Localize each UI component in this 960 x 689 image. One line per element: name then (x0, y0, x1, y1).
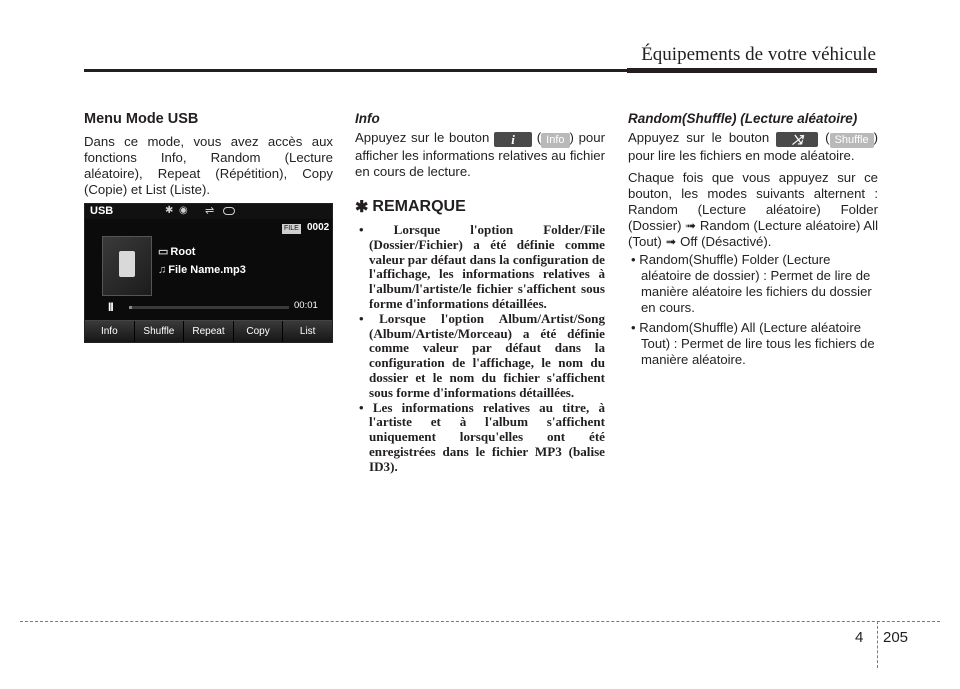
progress-fill (129, 306, 132, 309)
section-number: 4 (855, 629, 864, 646)
remarque-star-icon: ✱ (355, 199, 369, 216)
copy-button[interactable]: Copy (234, 321, 284, 342)
file-row (158, 264, 246, 276)
shuffle-button[interactable]: Shuffle (135, 321, 185, 342)
play-time: 00:01 (294, 300, 318, 311)
usb-menu-paragraph: Dans ce mode, vous avez accès aux fonctions Info, Random (Lecture aléatoire), Repeat (Répétition), Copy (Copie) et List (Liste). (84, 134, 333, 197)
album-art-usb-icon (102, 236, 152, 296)
remarque-title-text: REMARQUE (372, 198, 466, 215)
column-2 (355, 111, 605, 475)
disc-icon: ◉ (179, 205, 188, 216)
shuffle-bullet-item: • Random(Shuffle) All (Lecture aléatoire Tout) : Permet de lire tous les fichiers de manière aléatoire. (628, 320, 878, 368)
remarque-heading (355, 197, 605, 217)
section-heading-usb-menu: Menu Mode USB (84, 111, 199, 127)
info-para-post: pour afficher les informations relatives au fichier en cours de lecture. (355, 130, 605, 179)
section-heading-random: Random(Shuffle) (Lecture aléatoire) (628, 111, 858, 126)
header-rule (84, 69, 877, 72)
file-count: 0002 (307, 222, 330, 233)
info-i-icon: i (494, 132, 532, 147)
info-button[interactable]: Info (85, 321, 135, 342)
pause-icon: II (108, 300, 113, 314)
mode-cycle-paragraph: Chaque fois que vous appuyez sur ce bouton, les modes suivants alternent : Random (Lecture aléatoire) Folder (Dossier) ➟ Random (Lecture aléatoire) All (Tout) ➟ Off (Désactivé). (628, 170, 878, 249)
column-1 (84, 111, 333, 198)
screen-status-bar (85, 204, 332, 219)
footer-rule (20, 621, 940, 622)
usb-screen-illustration (84, 203, 333, 343)
progress-track (129, 306, 289, 309)
music-note-icon: ♫ (158, 264, 167, 276)
section-heading-info: Info (355, 111, 380, 126)
page-header-title: Équipements de votre véhicule (641, 44, 876, 65)
file-name: File Name.mp3 (168, 264, 246, 276)
shuffle-arrows-icon: ⤨ (776, 132, 818, 147)
shuffle-label-badge: Shuffle (830, 133, 874, 148)
screen-button-bar (85, 320, 332, 342)
folder-name: Root (170, 246, 196, 258)
info-label-badge: Info (541, 133, 569, 148)
shuffle-bullet-item: • Random(Shuffle) Folder (Lecture aléatoire de dossier) : Permet de lire de manière aléatoire les fichiers du dossier en cours. (628, 252, 878, 316)
remarque-item: • Les informations relatives au titre, à l'artiste et à l'album s'affichent uniquement lorsqu'elles ont été enregistrées dans le fichier MP3 (balise ID3). (355, 401, 605, 475)
footer-divider (877, 621, 878, 668)
info-para-pre: Appuyez sur le bouton (355, 130, 490, 145)
bluetooth-icon: ✱ (165, 205, 174, 216)
remarque-item: • Lorsque l'option Folder/File (Dossier/Fichier) a été définie comme valeur par défaut dans la configuration de l'affichage, les informations relatives à l'album/l'artiste/le fichier s'affichent sous forme d'informations détaillées. (355, 223, 605, 312)
page-number: 205 (883, 629, 909, 646)
screen-title: USB (90, 205, 114, 217)
info-paragraph: Appuyez sur le bouton i ( Info ) pour afficher les informations relatives au fichier en cours de lecture. (355, 130, 605, 179)
shuffle-para-pre: Appuyez sur le bouton (628, 130, 770, 145)
shuffle-paragraph: Appuyez sur le bouton ⤨ ( Shuffle ) pour lire les fichiers en mode aléatoire. (628, 130, 878, 163)
folder-row (158, 245, 195, 258)
file-badge: FILE (284, 225, 299, 232)
repeat-button[interactable]: Repeat (184, 321, 234, 342)
usb-icon: ⇌ (205, 205, 215, 217)
remarque-item: • Lorsque l'option Album/Artist/Song (Album/Artiste/Morceau) a été définie comme valeur par défaut dans la configuration de l'affichage, le nom du dossier et le nom du fichier s'affichent sous forme d'informations détaillées. (355, 312, 605, 401)
shuffle-bullet-list (628, 252, 878, 368)
list-button[interactable]: List (283, 321, 332, 342)
shuffle-para-post: pour lire les fichiers en mode aléatoire. (628, 148, 855, 163)
column-3 (628, 111, 878, 372)
battery-icon (223, 207, 235, 215)
remarque-list (355, 223, 605, 475)
folder-icon: ▭ (158, 246, 169, 258)
